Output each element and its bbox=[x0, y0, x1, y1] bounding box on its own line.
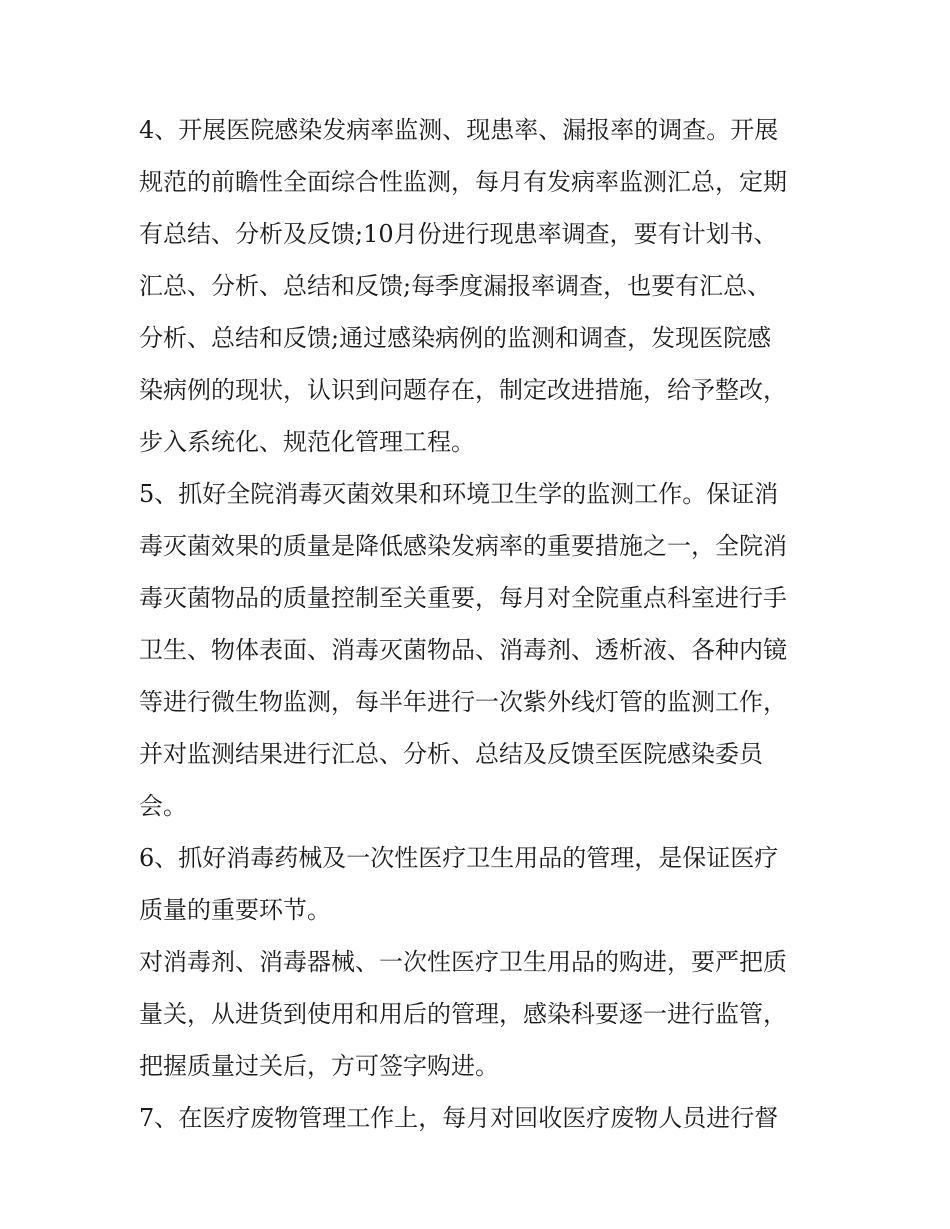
document-body bbox=[139, 104, 819, 1144]
text-line: 5、抓好全院消毒灭菌效果和环境卫生学的监测工作。保证消 bbox=[139, 480, 779, 508]
text-line: 规范的前瞻性全面综合性监测，每月有发病率监测汇总，定期 bbox=[139, 168, 787, 196]
text-line: 量关，从进货到使用和用后的管理，感染科要逐一进行监管， bbox=[139, 1000, 787, 1028]
text-line: 7、在医疗废物管理工作上，每月对回收医疗废物人员进行督 bbox=[139, 1104, 779, 1132]
text-line: 毒灭菌效果的质量是降低感染发病率的重要措施之一，全院消 bbox=[139, 532, 787, 560]
text-line: 把握质量过关后，方可签字购进。 bbox=[139, 1052, 499, 1080]
text-line: 等进行微生物监测，每半年进行一次紫外线灯管的监测工作， bbox=[139, 688, 787, 716]
text-line: 会。 bbox=[139, 792, 187, 820]
text-line: 对消毒剂、消毒器械、一次性医疗卫生用品的购进，要严把质 bbox=[139, 948, 787, 976]
text-line: 质量的重要环节。 bbox=[139, 896, 331, 924]
text-line: 并对监测结果进行汇总、分析、总结及反馈至医院感染委员 bbox=[139, 740, 763, 768]
text-line: 染病例的现状，认识到问题存在，制定改进措施，给予整改， bbox=[139, 376, 787, 404]
text-line: 6、抓好消毒药械及一次性医疗卫生用品的管理，是保证医疗 bbox=[139, 844, 779, 872]
text-line: 4、开展医院感染发病率监测、现患率、漏报率的调查。开展 bbox=[139, 116, 779, 144]
text-line: 步入系统化、规范化管理工程。 bbox=[139, 428, 475, 456]
text-line: 分析、总结和反馈;通过感染病例的监测和调查，发现医院感 bbox=[139, 324, 772, 352]
text-line: 卫生、物体表面、消毒灭菌物品、消毒剂、透析液、各种内镜 bbox=[139, 636, 787, 664]
text-line: 毒灭菌物品的质量控制至关重要，每月对全院重点科室进行手 bbox=[139, 584, 787, 612]
text-line: 有总结、分析及反馈;10月份进行现患率调查，要有计划书、 bbox=[139, 220, 778, 248]
text-line: 汇总、分析、总结和反馈;每季度漏报率调查，也要有汇总、 bbox=[139, 272, 772, 300]
